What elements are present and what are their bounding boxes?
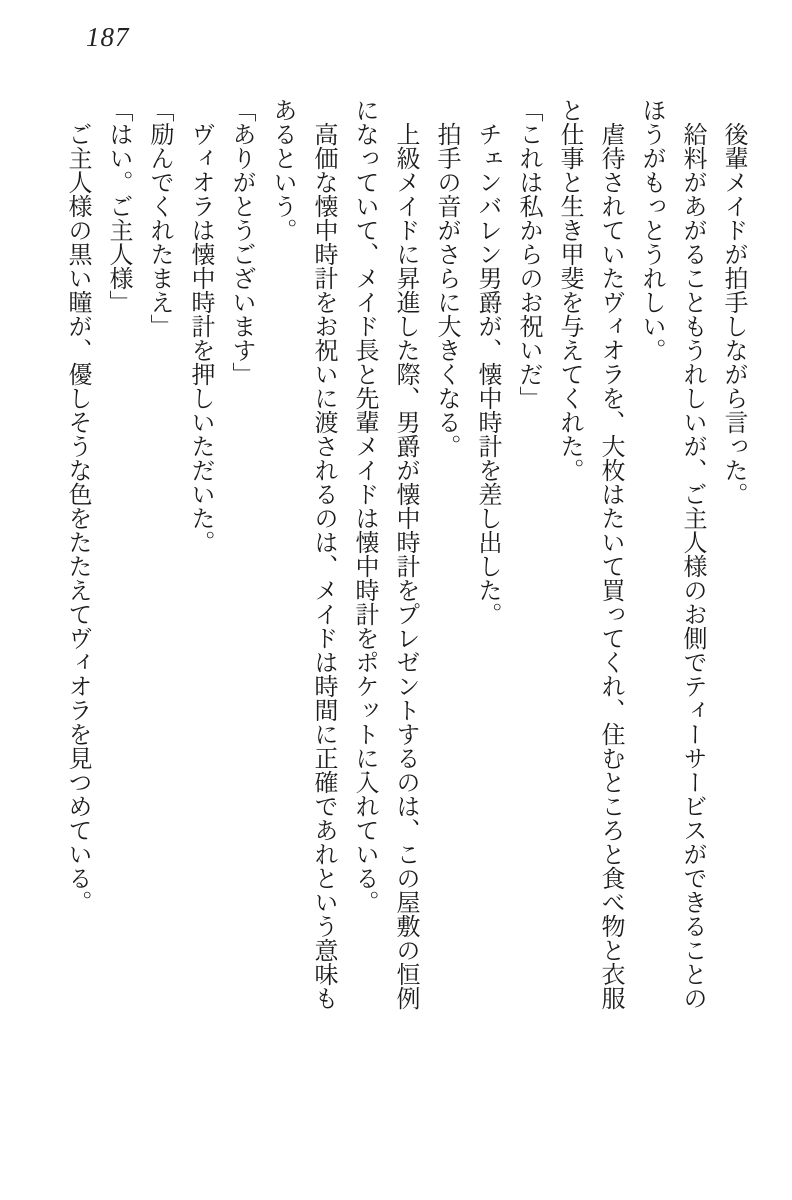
paragraph: 給料があがることもうれしいが、ご主人様のお側でティーサービスができることのほうがもっとうれしい。 bbox=[638, 98, 705, 1010]
paragraph-dialogue: 「ありがとうございます」 bbox=[228, 98, 254, 386]
paragraph: 拍手の音がさらに大きくなる。 bbox=[433, 122, 459, 458]
paragraph: ヴィオラは懐中時計を押しいただいた。 bbox=[187, 122, 213, 554]
paragraph: 虐待されていたヴィオラを、大枚はたいて買ってくれ、住むところと食べ物と衣服と仕事と生き甲斐を与えてくれた。 bbox=[556, 98, 623, 1010]
paragraph: ご主人様の黒い瞳が、優しそうな色をたたえてヴィオラを見つめている。 bbox=[64, 122, 90, 914]
paragraph-dialogue: 「これは私からのお祝いだ」 bbox=[515, 98, 541, 410]
paragraph: 後輩メイドが拍手しながら言った。 bbox=[720, 122, 746, 506]
paragraph-dialogue: 「励んでくれたまえ」 bbox=[146, 98, 172, 338]
page-number: 187 bbox=[86, 22, 130, 52]
paragraph: 上級メイドに昇進した際、男爵が懐中時計をプレゼントするのは、この屋敷の恒例になっていて、メイド長と先輩メイドは懐中時計をポケットに入れている。 bbox=[351, 98, 418, 1010]
paragraph-dialogue: 「はい。ご主人様」 bbox=[105, 98, 131, 314]
paragraph: 高価な懐中時計をお祝いに渡されるのは、メイドは時間に正確であれという意味もあるという。 bbox=[269, 98, 336, 1010]
paragraph: チェンバレン男爵が、懐中時計を差し出した。 bbox=[474, 122, 500, 626]
vertical-text-block bbox=[53, 98, 753, 1016]
